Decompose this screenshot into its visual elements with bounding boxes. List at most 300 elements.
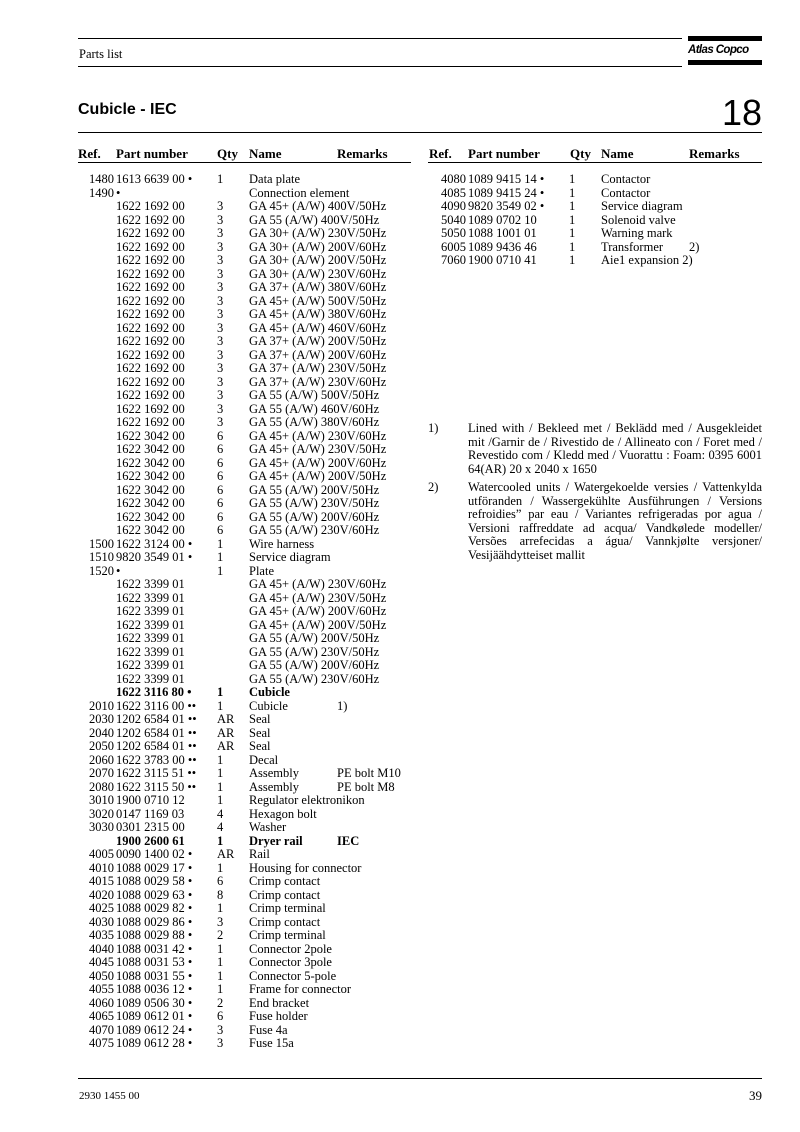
table-row xyxy=(78,187,418,201)
footnote xyxy=(428,422,762,476)
part-number-cell: 0301 2315 00 xyxy=(116,820,185,834)
qty-cell: 3 xyxy=(217,280,224,294)
remarks-cell: PE bolt M10 xyxy=(337,766,401,780)
ref-cell: 2040 xyxy=(89,725,114,740)
part-number-cell: 1622 3783 00 •• xyxy=(116,752,197,767)
qty-cell: 3 xyxy=(217,226,224,240)
part-number-cell: 1622 3115 51 •• xyxy=(116,766,197,780)
ref-cell: 4075 xyxy=(89,1036,114,1050)
name-cell: GA 55 (A/W) 200V/50Hz xyxy=(249,631,380,645)
qty-cell: 3 xyxy=(217,307,224,321)
name-cell: GA 55 (A/W) 200V/60Hz xyxy=(249,658,380,672)
qty-cell: 1 xyxy=(217,955,224,969)
name-cell: GA 45+ (A/W) 500V/50Hz xyxy=(249,293,387,308)
name-cell: Contactor xyxy=(601,185,651,200)
footnote-text: Lined with / Bekleed met / Beklädd med / Ausgekleidet mit /Garnir de / Rivestido de / Allineato con / Foret med / Revestido com / Kledd med / Vuorattu : Foam: 0395 6001 64(AR) 20 x 2040 x 1650 xyxy=(468,421,762,476)
qty-cell: 6 xyxy=(217,428,224,443)
name-cell: Seal xyxy=(249,725,271,740)
part-number-cell: 1089 0506 30 • xyxy=(116,995,193,1010)
name-cell: GA 55 (A/W) 230V/60Hz xyxy=(249,671,380,686)
table-row xyxy=(78,956,418,970)
name-cell: Hexagon bolt xyxy=(249,806,317,821)
qty-cell: AR xyxy=(217,712,235,726)
name-cell: GA 37+ (A/W) 200V/60Hz xyxy=(249,347,387,362)
table-row xyxy=(78,430,418,444)
name-cell: Crimp contact xyxy=(249,874,321,888)
part-number-cell: 1089 0612 28 • xyxy=(116,1036,193,1050)
footnote-text: Watercooled units / Watergekoelde versies / Vattenkylda utföranden / Wassergekühlte Ausführungen / Versions refroidies” par eau / Variantes refrigeradas por agua / Versioni raffreddate ad acqua/ Vandkølede modeller/ Versões arrefecidas a água/ Vannkjølte versjoner/ Vesijäähdytteiset mallit xyxy=(468,480,762,562)
name-cell: GA 45+ (A/W) 230V/50Hz xyxy=(249,442,387,456)
name-cell: GA 45+ (A/W) 400V/50Hz xyxy=(249,199,387,213)
ref-cell: 2030 xyxy=(89,712,114,726)
name-cell: Connector 3pole xyxy=(249,955,332,969)
part-number-cell: 1622 3042 00 xyxy=(116,455,185,470)
qty-cell: 1 xyxy=(217,536,224,551)
name-cell: GA 37+ (A/W) 230V/50Hz xyxy=(249,361,387,375)
part-number-cell: 1622 1692 00 xyxy=(116,401,185,416)
qty-cell: 1 xyxy=(217,752,224,767)
table-row xyxy=(430,227,764,241)
ref-cell: 4085 xyxy=(441,185,466,200)
table-row xyxy=(78,389,418,403)
name-cell: Warning mark xyxy=(601,226,673,240)
name-cell: GA 55 (A/W) 380V/60Hz xyxy=(249,415,380,429)
name-cell: Assembly xyxy=(249,779,299,794)
part-number-cell: 1622 1692 00 xyxy=(116,212,185,227)
part-number-cell: 1202 6584 01 •• xyxy=(116,739,197,753)
part-number-cell: 1622 1692 00 xyxy=(116,374,185,389)
table-row xyxy=(78,254,418,268)
part-number-cell: 1622 3042 00 xyxy=(116,442,185,456)
ref-cell: 7060 xyxy=(441,253,466,267)
part-number-cell: 1622 3124 00 • xyxy=(116,536,193,551)
qty-cell: 1 xyxy=(217,982,224,996)
qty-cell: 1 xyxy=(569,226,576,240)
table-row xyxy=(78,1024,418,1038)
parts-table-right xyxy=(430,173,764,268)
name-cell: GA 30+ (A/W) 230V/50Hz xyxy=(249,226,387,240)
name-cell: Data plate xyxy=(249,172,301,186)
col-part-header: Part number xyxy=(116,146,188,161)
name-cell: Regulator elektronikon xyxy=(249,793,365,807)
part-number-cell: 1622 1692 00 xyxy=(116,280,185,294)
qty-cell: AR xyxy=(217,847,235,861)
footnotes xyxy=(428,422,762,567)
qty-cell: 1 xyxy=(569,199,576,213)
ref-cell: 2050 xyxy=(89,739,114,753)
table-row xyxy=(78,740,418,754)
name-cell: Housing for connector xyxy=(249,860,362,875)
qty-cell: 6 xyxy=(217,442,224,456)
part-number-cell: 1622 3399 01 xyxy=(116,577,185,591)
table-row xyxy=(430,200,764,214)
qty-cell: 3 xyxy=(217,320,224,335)
ref-cell: 4080 xyxy=(441,172,466,186)
qty-cell: 2 xyxy=(217,928,224,942)
part-number-cell: 1202 6584 01 •• xyxy=(116,712,197,726)
qty-cell: 1 xyxy=(217,563,224,578)
remarks-cell: 2) xyxy=(689,239,700,254)
name-cell: GA 45+ (A/W) 200V/60Hz xyxy=(249,604,387,618)
table-row xyxy=(78,889,418,903)
part-number-cell: 1622 1692 00 xyxy=(116,415,185,429)
ref-cell: 4035 xyxy=(89,928,114,942)
table-row xyxy=(78,916,418,930)
table-row xyxy=(78,524,418,538)
col-qty-header: Qty xyxy=(217,146,238,161)
part-number-cell: 9820 3549 01 • xyxy=(116,550,193,564)
qty-cell: 3 xyxy=(217,347,224,362)
table-row xyxy=(430,254,764,268)
part-number-cell: 1089 9415 14 • xyxy=(468,172,545,186)
table-row xyxy=(78,227,418,241)
right-header-rule xyxy=(428,162,762,163)
table-row xyxy=(430,173,764,187)
name-cell: GA 55 (A/W) 200V/60Hz xyxy=(249,509,380,524)
qty-cell: AR xyxy=(217,739,235,753)
name-cell: Contactor xyxy=(601,172,651,186)
part-number-cell: 1088 0031 53 • xyxy=(116,955,193,969)
name-cell: Solenoid valve xyxy=(601,212,676,227)
col-qty-header-right: Qty xyxy=(570,146,591,161)
qty-cell: 3 xyxy=(217,914,224,929)
table-row xyxy=(78,673,418,687)
table-row xyxy=(78,470,418,484)
part-number-cell: 1088 0029 86 • xyxy=(116,914,193,929)
qty-cell: 1 xyxy=(569,239,576,254)
table-row xyxy=(78,700,418,714)
ref-cell: 4070 xyxy=(89,1022,114,1037)
ref-cell: 4060 xyxy=(89,995,114,1010)
name-cell: Washer xyxy=(249,820,287,834)
qty-cell: AR xyxy=(217,725,235,740)
part-number-cell: 1622 3042 00 xyxy=(116,428,185,443)
table-row xyxy=(78,511,418,525)
name-cell: GA 30+ (A/W) 200V/60Hz xyxy=(249,239,387,254)
table-row xyxy=(78,997,418,1011)
part-number-cell: 1613 6639 00 • xyxy=(116,172,193,186)
section-number: 18 xyxy=(721,92,762,133)
qty-cell: 1 xyxy=(217,550,224,564)
qty-cell: 3 xyxy=(217,199,224,213)
part-number-cell: 1089 0612 24 • xyxy=(116,1022,193,1037)
name-cell: Fuse 4a xyxy=(249,1022,288,1037)
part-number-cell: 1622 3042 00 xyxy=(116,482,185,497)
name-cell: GA 55 (A/W) 400V/50Hz xyxy=(249,212,380,227)
page-title: Cubicle - IEC xyxy=(78,101,177,118)
qty-cell: 1 xyxy=(569,212,576,227)
table-row xyxy=(78,376,418,390)
part-number-cell: 1622 1692 00 xyxy=(116,388,185,402)
name-cell: GA 45+ (A/W) 230V/60Hz xyxy=(249,577,387,591)
name-cell: GA 37+ (A/W) 200V/50Hz xyxy=(249,334,387,348)
qty-cell: 6 xyxy=(217,874,224,888)
ref-cell: 4045 xyxy=(89,955,114,969)
part-number-cell: 1900 0710 12 xyxy=(116,793,185,807)
table-row xyxy=(78,862,418,876)
table-row xyxy=(78,362,418,376)
name-cell: Transformer xyxy=(601,239,664,254)
table-row xyxy=(78,659,418,673)
part-number-cell: 1622 1692 00 xyxy=(116,334,185,348)
qty-cell: 4 xyxy=(217,806,224,821)
page-number: 39 xyxy=(749,1088,762,1103)
part-number-cell: 1089 9436 46 xyxy=(468,239,537,254)
part-number-cell: 1622 1692 00 xyxy=(116,347,185,362)
part-number-cell: 1900 2600 61 xyxy=(116,833,185,848)
table-row xyxy=(78,754,418,768)
col-ref-header: Ref. xyxy=(78,146,101,161)
table-row xyxy=(78,1037,418,1051)
qty-cell: 6 xyxy=(217,523,224,537)
table-row xyxy=(78,605,418,619)
table-row xyxy=(78,295,418,309)
name-cell: GA 55 (A/W) 230V/60Hz xyxy=(249,523,380,537)
qty-cell: 6 xyxy=(217,482,224,497)
qty-cell: 2 xyxy=(217,995,224,1010)
table-row xyxy=(78,497,418,511)
name-cell: GA 55 (A/W) 230V/50Hz xyxy=(249,644,380,659)
table-row xyxy=(78,457,418,471)
footnote-number: 1) xyxy=(428,421,439,435)
qty-cell: 1 xyxy=(569,185,576,200)
name-cell: GA 30+ (A/W) 200V/50Hz xyxy=(249,253,387,267)
name-cell: Wire harness xyxy=(249,536,315,551)
part-number-cell: 1622 3116 80 • xyxy=(116,685,192,699)
part-number-cell: 1900 0710 41 xyxy=(468,253,537,267)
part-number-cell: 1622 3399 01 xyxy=(116,590,185,605)
table-row xyxy=(78,632,418,646)
table-row xyxy=(78,943,418,957)
table-row xyxy=(78,848,418,862)
qty-cell: 3 xyxy=(217,212,224,227)
qty-cell: 3 xyxy=(217,388,224,402)
name-cell: Assembly xyxy=(249,766,299,780)
name-cell: Rail xyxy=(249,847,270,861)
name-cell: Connector 2pole xyxy=(249,941,332,956)
table-row xyxy=(78,173,418,187)
table-row xyxy=(78,241,418,255)
part-number-cell: 1088 1001 01 xyxy=(468,226,537,240)
name-cell: GA 55 (A/W) 200V/50Hz xyxy=(249,482,380,497)
part-number-cell: 1088 0029 88 • xyxy=(116,928,193,942)
table-row xyxy=(78,875,418,889)
ref-cell: 4030 xyxy=(89,914,114,929)
name-cell: End bracket xyxy=(249,995,310,1010)
ref-cell: 4065 xyxy=(89,1009,114,1023)
name-cell: GA 45+ (A/W) 200V/50Hz xyxy=(249,617,387,632)
ref-cell: 4010 xyxy=(89,860,114,875)
table-row xyxy=(78,929,418,943)
ref-cell: 3030 xyxy=(89,820,114,834)
name-cell: Connection element xyxy=(249,185,350,200)
ref-cell: 2080 xyxy=(89,779,114,794)
part-number-cell: 1622 1692 00 xyxy=(116,266,185,281)
name-cell: Cubicle xyxy=(249,685,290,699)
table-row xyxy=(78,484,418,498)
ref-cell: 2070 xyxy=(89,766,114,780)
table-row xyxy=(430,187,764,201)
name-cell: Aie1 expansion 2) xyxy=(601,253,693,267)
qty-cell: 3 xyxy=(217,266,224,281)
part-number-cell: 1622 3042 00 xyxy=(116,509,185,524)
table-row xyxy=(78,646,418,660)
name-cell: Crimp contact xyxy=(249,887,321,902)
ref-cell: 4055 xyxy=(89,982,114,996)
part-number-cell: 1622 1692 00 xyxy=(116,307,185,321)
qty-cell: 6 xyxy=(217,1009,224,1023)
name-cell: Decal xyxy=(249,752,279,767)
name-cell: Plate xyxy=(249,563,274,578)
name-cell: Crimp terminal xyxy=(249,928,326,942)
ref-cell: 1520 xyxy=(89,563,114,578)
qty-cell: 8 xyxy=(217,887,224,902)
table-row xyxy=(78,214,418,228)
part-number-cell: 1622 1692 00 xyxy=(116,320,185,335)
name-cell: Seal xyxy=(249,739,271,753)
part-number-cell: 1622 3399 01 xyxy=(116,631,185,645)
qty-cell: 1 xyxy=(217,172,224,186)
part-number-cell: 1622 3042 00 xyxy=(116,496,185,510)
col-part-header-right: Part number xyxy=(468,146,540,161)
table-row xyxy=(78,1010,418,1024)
part-number-cell: 1088 0029 63 • xyxy=(116,887,193,902)
ref-cell: 3020 xyxy=(89,806,114,821)
table-row xyxy=(78,349,418,363)
name-cell: Service diagram xyxy=(601,199,683,213)
part-number-cell: 1622 1692 00 xyxy=(116,253,185,267)
footer-rule xyxy=(78,1078,762,1079)
qty-cell: 3 xyxy=(217,1022,224,1037)
table-row xyxy=(78,416,418,430)
qty-cell: 6 xyxy=(217,496,224,510)
table-row xyxy=(78,281,418,295)
footnote xyxy=(428,481,762,562)
table-row xyxy=(78,835,418,849)
col-ref-header-right: Ref. xyxy=(429,146,452,161)
ref-cell: 1500 xyxy=(89,536,114,551)
table-row xyxy=(78,821,418,835)
name-cell: GA 45+ (A/W) 200V/50Hz xyxy=(249,469,387,483)
table-row xyxy=(78,578,418,592)
name-cell: Service diagram xyxy=(249,550,331,564)
part-number-cell: 1622 3399 01 xyxy=(116,604,185,618)
qty-cell: 6 xyxy=(217,509,224,524)
name-cell: Dryer rail xyxy=(249,833,303,848)
col-remarks-header: Remarks xyxy=(337,146,388,161)
part-number-cell: 1622 1692 00 xyxy=(116,199,185,213)
table-row xyxy=(430,241,764,255)
table-row xyxy=(78,335,418,349)
qty-cell: 3 xyxy=(217,253,224,267)
qty-cell: 1 xyxy=(217,941,224,956)
qty-cell: 1 xyxy=(217,793,224,807)
qty-cell: 3 xyxy=(217,374,224,389)
part-number-cell: 1089 0702 10 xyxy=(468,212,537,227)
part-number-cell: 1622 3399 01 xyxy=(116,658,185,672)
table-row xyxy=(78,713,418,727)
ref-cell: 2060 xyxy=(89,752,114,767)
ref-cell: 4005 xyxy=(89,847,114,861)
name-cell: GA 55 (A/W) 460V/60Hz xyxy=(249,401,380,416)
table-row xyxy=(78,308,418,322)
part-number-cell: 1089 0612 01 • xyxy=(116,1009,193,1023)
part-number-cell: 1088 0029 17 • xyxy=(116,860,193,875)
qty-cell: 1 xyxy=(217,860,224,875)
qty-cell: 1 xyxy=(569,253,576,267)
part-number-cell: 1622 1692 00 xyxy=(116,239,185,254)
footnote-number: 2) xyxy=(428,480,439,494)
ref-cell: 4015 xyxy=(89,874,114,888)
part-number-cell: 1622 1692 00 xyxy=(116,226,185,240)
ref-cell: 4090 xyxy=(441,199,466,213)
table-row xyxy=(78,565,418,579)
qty-cell: 1 xyxy=(217,779,224,794)
table-row xyxy=(78,970,418,984)
part-number-cell: 1622 3399 01 xyxy=(116,671,185,686)
part-number-cell: 1089 9415 24 • xyxy=(468,185,545,200)
qty-cell: 1 xyxy=(217,833,224,848)
ref-cell: 6005 xyxy=(441,239,466,254)
name-cell: GA 45+ (A/W) 380V/60Hz xyxy=(249,307,387,321)
part-number-cell: 0147 1169 03 xyxy=(116,806,185,821)
left-header-rule xyxy=(78,162,411,163)
qty-cell: 3 xyxy=(217,415,224,429)
table-row xyxy=(430,214,764,228)
name-cell: GA 45+ (A/W) 200V/60Hz xyxy=(249,455,387,470)
part-number-cell: 1088 0036 12 • xyxy=(116,982,193,996)
qty-cell: 6 xyxy=(217,455,224,470)
table-row xyxy=(78,403,418,417)
atlas-copco-logo: Atlas Copco xyxy=(688,36,762,68)
header-rule-top xyxy=(78,38,682,39)
name-cell: Fuse 15a xyxy=(249,1036,294,1050)
part-number-cell: 1622 3042 00 xyxy=(116,523,185,537)
part-number-cell: 1622 3115 50 •• xyxy=(116,779,197,794)
part-number-cell: 1622 3042 00 xyxy=(116,469,185,483)
col-name-header: Name xyxy=(249,146,282,161)
name-cell: Cubicle xyxy=(249,698,288,713)
name-cell: GA 45+ (A/W) 460V/60Hz xyxy=(249,320,387,335)
table-row xyxy=(78,794,418,808)
name-cell: GA 30+ (A/W) 230V/60Hz xyxy=(249,266,387,281)
name-cell: Crimp terminal xyxy=(249,901,326,915)
ref-cell: 4020 xyxy=(89,887,114,902)
table-row xyxy=(78,902,418,916)
name-cell: GA 45+ (A/W) 230V/60Hz xyxy=(249,428,387,443)
ref-cell: 4040 xyxy=(89,941,114,956)
part-number-cell: 1622 3399 01 xyxy=(116,644,185,659)
parts-table-left xyxy=(78,173,418,1051)
ref-cell: 5040 xyxy=(441,212,466,227)
table-row xyxy=(78,781,418,795)
part-number-cell: 1622 3116 00 •• xyxy=(116,698,197,713)
table-row xyxy=(78,200,418,214)
document-number: 2930 1455 00 xyxy=(79,1090,140,1102)
remarks-cell: PE bolt M8 xyxy=(337,779,395,794)
ref-cell: 4050 xyxy=(89,968,114,983)
part-number-cell: • xyxy=(116,563,121,578)
qty-cell: 6 xyxy=(217,469,224,483)
part-number-cell: 1622 3399 01 xyxy=(116,617,185,632)
table-row xyxy=(78,443,418,457)
name-cell: GA 37+ (A/W) 230V/60Hz xyxy=(249,374,387,389)
qty-cell: 3 xyxy=(217,401,224,416)
name-cell: GA 45+ (A/W) 230V/50Hz xyxy=(249,590,387,605)
col-remarks-header-right: Remarks xyxy=(689,146,740,161)
qty-cell: 1 xyxy=(217,901,224,915)
name-cell: GA 55 (A/W) 500V/50Hz xyxy=(249,388,380,402)
